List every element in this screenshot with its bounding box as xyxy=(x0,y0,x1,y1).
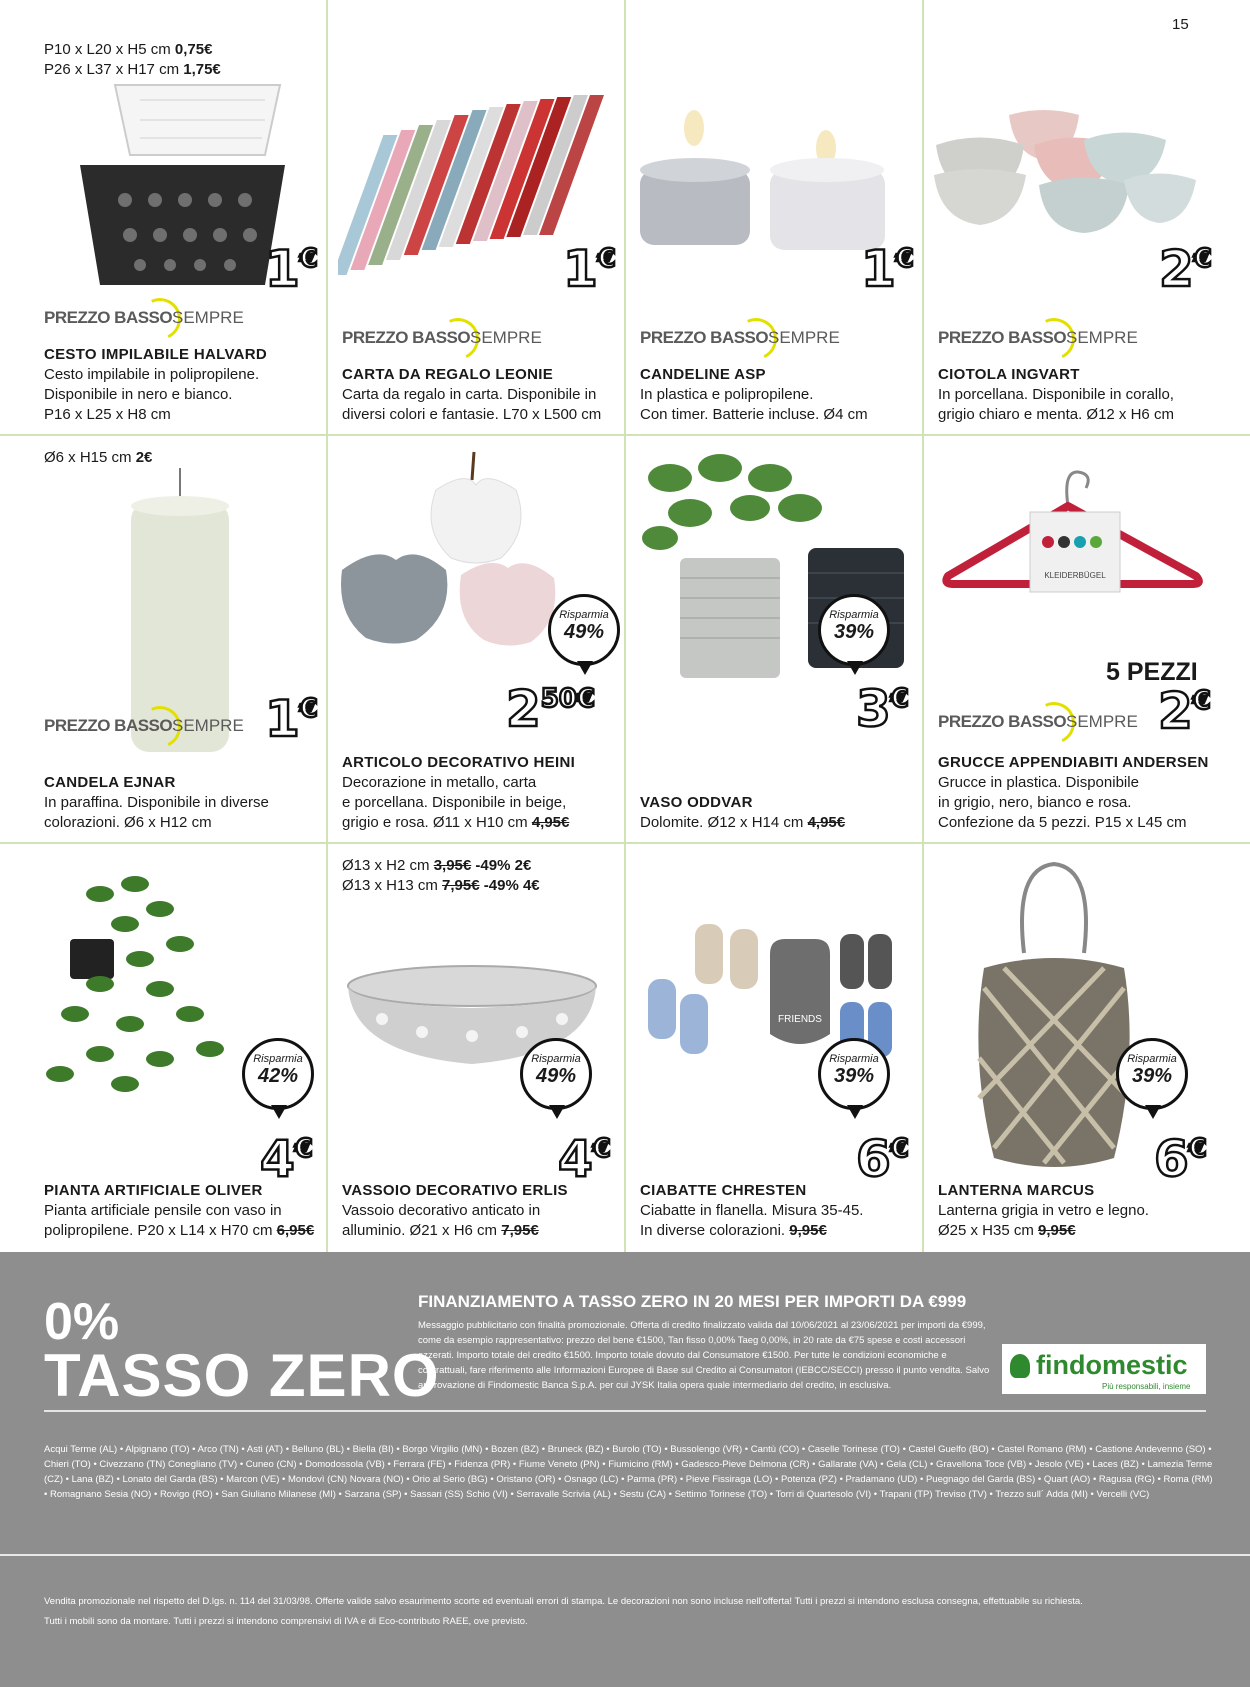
product-dims: Ø6 x H15 cm 2€ xyxy=(44,449,153,466)
product-dims: Ø13 x H2 cm 3,95€ -49% 2€ Ø13 x H13 cm 7,95€ -49% 4€ xyxy=(342,857,540,894)
product-card[interactable] xyxy=(328,844,626,1252)
product-card[interactable] xyxy=(924,436,1222,842)
slipper-print: FRIENDS xyxy=(778,1014,822,1025)
price-tag: 3€ xyxy=(856,680,909,738)
prezzo-basso-logo: PREZZO BASSO SEMPRE xyxy=(938,318,1138,358)
product-desc: Vassoio decorativo anticato in alluminio. Ø21 x H6 cm 7,95€ xyxy=(342,1202,541,1239)
product-desc: In porcellana. Disponibile in corallo, grigio chiaro e menta. Ø12 x H6 cm xyxy=(938,386,1174,423)
divider xyxy=(44,1410,1206,1412)
product-name: CARTA DA REGALO LEONIE xyxy=(342,366,554,383)
product-card[interactable] xyxy=(924,844,1222,1252)
prezzo-basso-logo: PREZZO BASSO SEMPRE xyxy=(342,318,542,358)
product-card[interactable] xyxy=(30,844,328,1252)
product-desc: Ciabatte in flanella. Misura 35-45. In diverse colorazioni. 9,95€ xyxy=(640,1202,864,1239)
financing-fine-print: Messaggio pubblicitario con finalità promozionale. Offerta di credito finalizzato valida dal 10/06/2021 al 23/06/2021 per importi da €999, come da esempio rappresentativo: prezzo del bene €1500, Tan fisso 0,00% Taeg 0,00%, in 20 rate da €75 spese e costi accessori azzerati. Importo totale del credito €1500. Importo totale dovuto dal Consumatore €1500. Per tutte le condizioni economiche e contrattuali, fare riferimento alle Informazioni Europee di Base sul Credito ai Consumatori (IEBCC/SECCI) presso il punto vendita. Salvo approvazione di Findomestic Banca S.p.A. per cui JYSK Italia opera quale intermediario del credito, in esclusiva. xyxy=(418,1320,990,1391)
product-name: GRUCCE APPENDIABITI ANDERSEN xyxy=(938,754,1209,771)
product-name: PIANTA ARTIFICIALE OLIVER xyxy=(44,1182,263,1199)
artificial-plant-image xyxy=(40,864,260,1094)
store-list: Acqui Terme (AL) • Alpignano (TO) • Arco (TN) • Asti (AT) • Belluno (BL) • Biella (BI) • Borgo Virgilio (MN) • Bozen (BZ) • Bruneck (BZ) • Burolo (TO) • Bussolengo (VR) • Cantù (CO) • Caselle Torinese (TO) • Castel Guelfo (BO) • Castel Romano (RM) • Castione Andevenno (SO) • Chieri (TO) • Civezzano (TN) Conegliano (TV) • Cuneo (CN) • Domodossola (VB) • Ferrara (FE) • Fidenza (PR) • Fiume Veneto (PN) • Fiumicino (RM) • Gadesco-Pieve Delmona (CR) • Gallarate (VA) • Gela (CL) • Gravellona Toce (VB) • Jesolo (VE) • Laces (BZ) • Lamezia Terme (CZ) • Lana (BZ) • Lonato del Garda (BS) • Marcon (VE) • Mondovì (CN) Novara (NO) • Orio al Serio (BG) • Oristano (OR) • Osnago (LC) • Parma (PR) • Pieve Fissiraga (LO) • Potenza (PZ) • Pradamano (UD) • Puegnago del Garda (BS) • Quart (AO) • Ragusa (RG) • Roma (RM) • Romagnano Sesia (NO) • Rovigo (RO) • San Giuliano Milanese (MI) • Sarzana (SP) • Sassari (SS) Schio (VI) • Serravalle Scrivia (AL) • Sestu (CA) • Settimo Torinese (TO) • Torri di Quartesolo (VI) • Trapani (TP) Treviso (TV) • Trezzo sull´ Adda (MI) • Vercelli (VC) xyxy=(44,1444,1213,1500)
product-card[interactable] xyxy=(626,436,924,842)
product-desc: In plastica e polipropilene. Con timer. Batterie incluse. Ø4 cm xyxy=(640,386,868,423)
apple-decor-image xyxy=(336,450,576,650)
product-name: LANTERNA MARCUS xyxy=(938,1182,1095,1199)
product-dims: P10 x L20 x H5 cm 0,75€ P26 x L37 x H17 cm 1,75€ xyxy=(44,41,221,78)
product-desc: Dolomite. Ø12 x H14 cm 4,95€ xyxy=(640,814,846,831)
bowls-image xyxy=(934,105,1214,235)
price-tag: 1€ xyxy=(563,240,616,298)
product-desc: Decorazione in metallo, carta e porcellana. Disponibile in beige, grigio e rosa. Ø11 x H10 cm 4,95€ xyxy=(342,774,570,831)
product-card[interactable] xyxy=(626,844,924,1252)
product-name: CESTO IMPILABILE HALVARD xyxy=(44,346,268,363)
hanger-image xyxy=(938,466,1208,616)
product-name: CIOTOLA INGVART xyxy=(938,366,1080,383)
financing-headline: FINANZIAMENTO A TASSO ZERO IN 20 MESI PER IMPORTI DA €999 xyxy=(418,1292,967,1311)
product-desc: Cesto impilabile in polipropilene. Disponibile in nero e bianco. P16 x L25 x H8 cm xyxy=(44,366,260,423)
zero-rate: 0% xyxy=(44,1293,120,1351)
discount-badge: Risparmia 49% xyxy=(520,1038,592,1110)
discount-badge: Risparmia 39% xyxy=(1116,1038,1188,1110)
product-card[interactable] xyxy=(30,436,328,842)
product-desc: Grucce in plastica. Disponibile in grigio, nero, bianco e rosa. Confezione da 5 pezzi. P15 x L45 cm xyxy=(938,774,1187,831)
price-tag: 6€ xyxy=(1154,1130,1207,1188)
discount-badge: Risparmia 39% xyxy=(818,594,890,666)
price-tag: 250€ xyxy=(506,680,596,738)
legal-notice: Vendita promozionale nel rispetto del D.lgs. n. 114 del 31/03/98. Offerte valide salvo esaurimento scorte ed eventuali errori di stampa. Le decorazioni non sono incluse nell'offerta! Tutti i prezzi si intendono esclusa consegna, effettuabile su richiesta. Tutti i mobili sono da montare. Tutti i prezzi si intendono comprensivi di IVA e di Eco-contributo RAEE, ove previsto. xyxy=(44,1596,1083,1627)
tealight-image xyxy=(636,110,906,260)
old-price: 6,95€ xyxy=(276,1222,315,1239)
prezzo-basso-logo: PREZZO BASSO SEMPRE xyxy=(938,702,1138,742)
discount-badge: Risparmia 49% xyxy=(548,594,620,666)
price-tag: 4€ xyxy=(260,1130,313,1188)
old-price: 9,95€ xyxy=(789,1222,827,1239)
prezzo-basso-logo: PREZZO BASSO SEMPRE xyxy=(44,298,244,338)
findomestic-icon xyxy=(1010,1354,1030,1378)
product-name: CIABATTE CHRESTEN xyxy=(640,1182,807,1199)
price-tag: 2€ xyxy=(1158,682,1211,740)
divider xyxy=(0,1554,1250,1556)
discount-badge: Risparmia 42% xyxy=(242,1038,314,1110)
hanger-label: KLEIDERBÜGEL xyxy=(1044,571,1106,580)
product-card[interactable] xyxy=(924,0,1222,434)
product-card[interactable] xyxy=(626,0,924,434)
financing-banner xyxy=(0,1252,1250,1687)
prezzo-basso-logo: PREZZO BASSO SEMPRE xyxy=(44,706,244,746)
product-name: ARTICOLO DECORATIVO HEINI xyxy=(342,754,576,771)
product-card[interactable] xyxy=(328,0,626,434)
product-desc: Carta da regalo in carta. Disponibile in diversi colori e fantasie. L70 x L500 cm xyxy=(342,386,602,423)
product-desc: In paraffina. Disponibile in diverse colorazioni. Ø6 x H12 cm xyxy=(44,794,269,831)
price-tag: 4€ xyxy=(558,1130,611,1188)
old-price: 9,95€ xyxy=(1038,1222,1076,1239)
product-card[interactable] xyxy=(30,0,328,434)
product-desc: Lanterna grigia in vetro e legno. Ø25 x H35 cm 9,95€ xyxy=(938,1202,1149,1239)
product-desc: Pianta artificiale pensile con vaso in polipropilene. P20 x L14 x H70 cm 6,95€ xyxy=(44,1202,315,1239)
pieces-label: 5 PEZZI xyxy=(1106,658,1198,686)
prezzo-basso-logo: PREZZO BASSO SEMPRE xyxy=(640,318,840,358)
price-tag: 1€ xyxy=(861,240,914,298)
old-price: 7,95€ xyxy=(501,1222,539,1239)
price-tag: 1€ xyxy=(265,240,318,298)
price-tag: 2€ xyxy=(1159,240,1212,298)
product-name: CANDELA EJNAR xyxy=(44,774,176,791)
lantern-image xyxy=(964,858,1144,1178)
basket-image xyxy=(70,80,290,290)
product-name: VASO ODDVAR xyxy=(640,794,753,811)
product-name: VASSOIO DECORATIVO ERLIS xyxy=(342,1182,568,1199)
price-tag: 1€ xyxy=(265,690,318,748)
product-name: CANDELINE ASP xyxy=(640,366,766,383)
product-card[interactable] xyxy=(328,436,626,842)
price-tag: 6€ xyxy=(856,1130,909,1188)
findomestic-logo[interactable]: findomestic Più responsabili, insieme xyxy=(1002,1344,1206,1394)
page-number: 15 xyxy=(1172,16,1189,33)
discount-badge: Risparmia 39% xyxy=(818,1038,890,1110)
zero-rate-label: TASSO ZERO xyxy=(44,1342,440,1409)
old-price: 4,95€ xyxy=(531,814,570,831)
old-price: 4,95€ xyxy=(807,814,846,831)
